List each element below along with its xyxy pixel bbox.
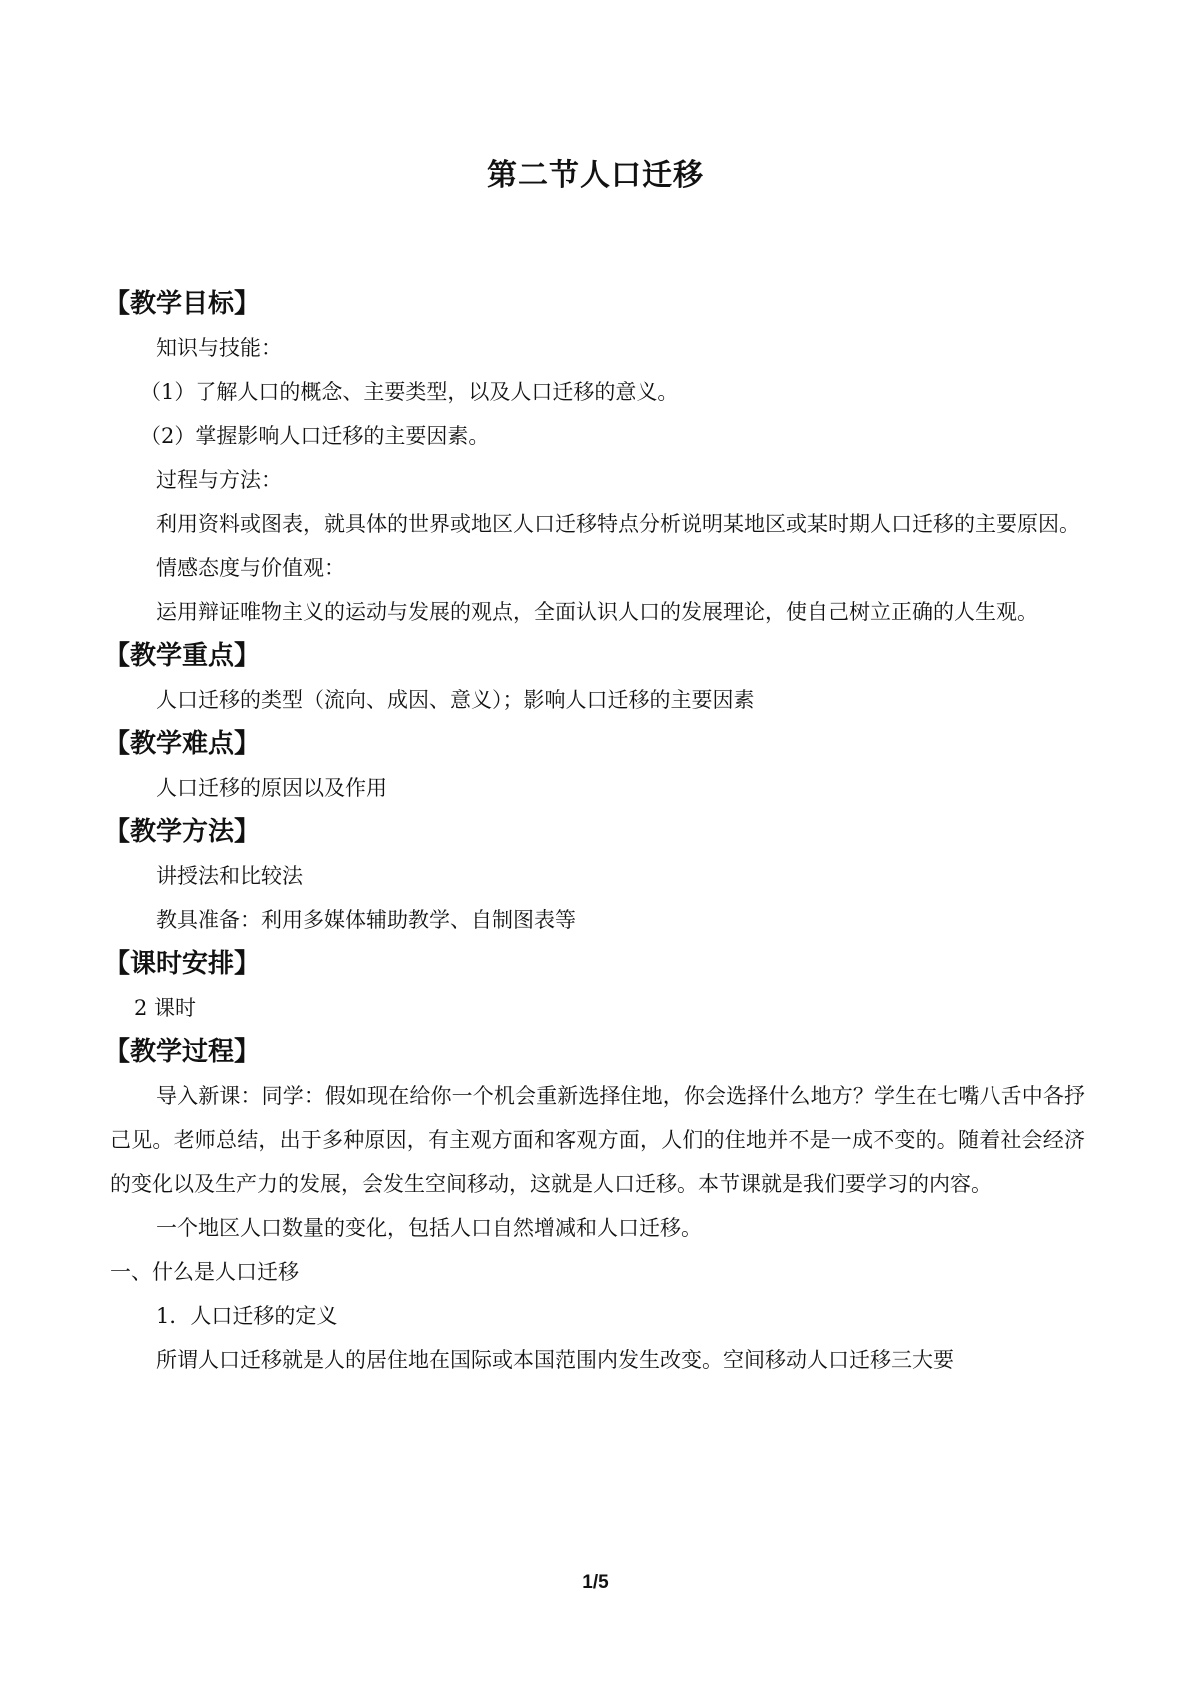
process-intro: 导入新课：同学：假如现在给你一个机会重新选择住地，你会选择什么地方？学生在七嘴八舌中各抒己见。老师总结，出于多种原因，有主观方面和客观方面，人们的住地并不是一成不变的。随着社会经济的变化以及生产力的发展，会发生空间移动，这就是人口迁移。本节课就是我们要学习的内容。 xyxy=(110,1084,1085,1196)
section-heading-key-points: 【教学重点】 xyxy=(104,641,261,671)
document-body xyxy=(104,282,1085,1382)
section-heading-goals: 【教学目标】 xyxy=(104,289,261,319)
process-item-1: 1．人口迁移的定义 xyxy=(156,1304,338,1328)
process-subheading-1: 一、什么是人口迁移 xyxy=(110,1260,299,1284)
methods-text-2: 教具准备：利用多媒体辅助教学、自制图表等 xyxy=(156,908,576,932)
schedule-text: 2 课时 xyxy=(134,996,197,1020)
page-number: 1/5 xyxy=(582,1572,609,1593)
process-definition: 所谓人口迁移就是人的居住地在国际或本国范围内发生改变。空间移动人口迁移三大要 xyxy=(156,1348,954,1372)
methods-text-1: 讲授法和比较法 xyxy=(156,864,303,888)
goals-knowledge-label: 知识与技能： xyxy=(156,336,282,360)
goals-emotion-text: 运用辩证唯物主义的运动与发展的观点，全面认识人口的发展理论，使自己树立正确的人生观。 xyxy=(156,600,1038,624)
process-paragraph-2: 一个地区人口数量的变化，包括人口自然增减和人口迁移。 xyxy=(156,1216,702,1240)
section-heading-difficulties: 【教学难点】 xyxy=(104,729,261,759)
section-heading-schedule: 【课时安排】 xyxy=(104,949,261,979)
goals-knowledge-item-1: （1）了解人口的概念、主要类型，以及人口迁移的意义。 xyxy=(140,380,679,404)
difficulties-text: 人口迁移的原因以及作用 xyxy=(156,776,387,800)
goals-knowledge-item-2: （2）掌握影响人口迁移的主要因素。 xyxy=(140,424,490,448)
goals-process-label: 过程与方法： xyxy=(156,468,282,492)
key-points-text: 人口迁移的类型（流向、成因、意义）；影响人口迁移的主要因素 xyxy=(156,688,755,712)
section-heading-process: 【教学过程】 xyxy=(104,1037,261,1067)
goals-process-text: 利用资料或图表，就具体的世界或地区人口迁移特点分析说明某地区或某时期人口迁移的主要原因。 xyxy=(156,512,1080,536)
section-heading-methods: 【教学方法】 xyxy=(104,817,261,847)
page-title: 第二节人口迁移 xyxy=(487,158,704,193)
goals-emotion-label: 情感态度与价值观： xyxy=(156,556,345,580)
